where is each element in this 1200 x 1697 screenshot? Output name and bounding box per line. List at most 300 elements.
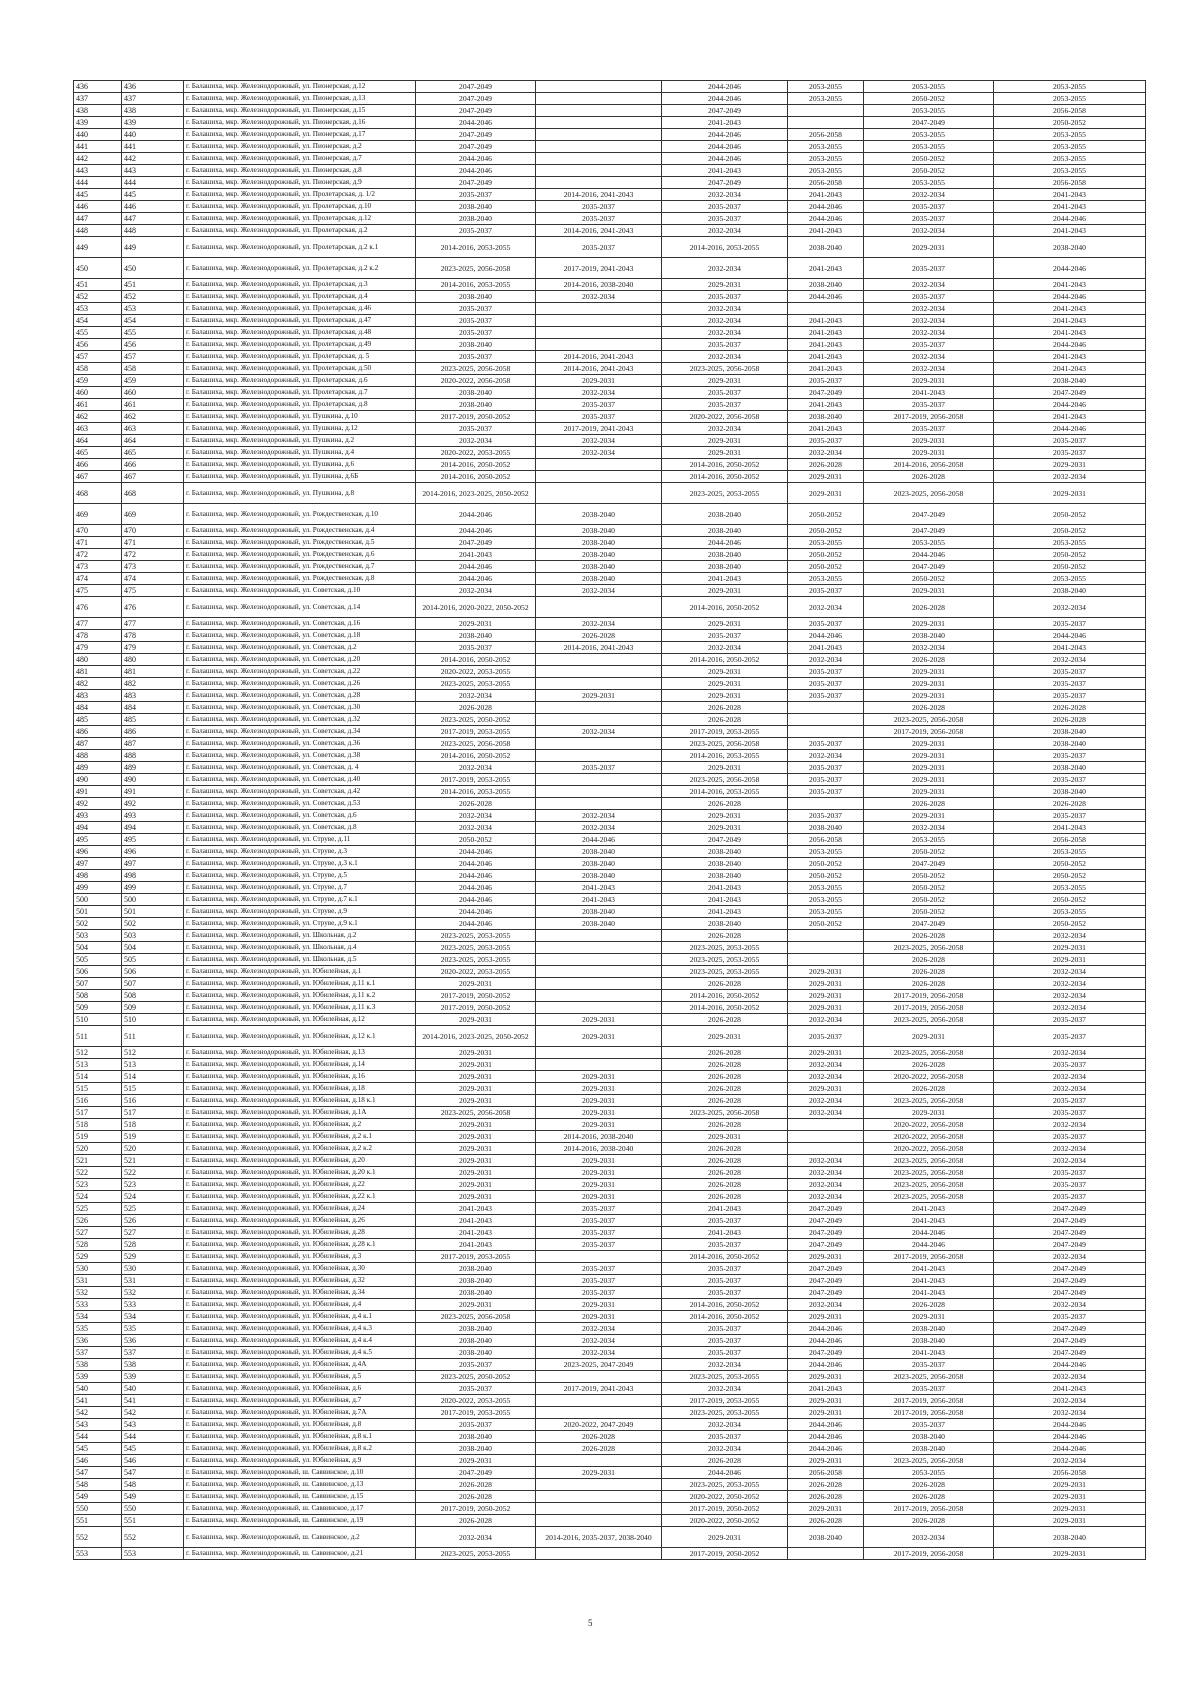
year-range-cell: 2032-2034 bbox=[994, 1455, 1146, 1467]
year-range-cell: 2056-2058 bbox=[788, 834, 864, 846]
table-row bbox=[74, 714, 1146, 726]
year-range-cell: 2029-2031 bbox=[662, 810, 788, 822]
year-range-cell: 2029-2031 bbox=[994, 954, 1146, 966]
year-range-cell: 2029-2031 bbox=[416, 618, 536, 630]
row-number-cell: 454 bbox=[74, 315, 122, 327]
year-range-cell: 2026-2028 bbox=[662, 1071, 788, 1083]
year-range-cell: 2035-2037 bbox=[536, 1215, 662, 1227]
year-range-cell: 2023-2025, 2056-2058 bbox=[864, 714, 994, 726]
year-range-cell: 2047-2049 bbox=[662, 834, 788, 846]
address-cell: г. Балашиха, мкр. Железнодорожный, ул. Пролетарская, д.4 bbox=[184, 291, 416, 303]
year-range-cell: 2029-2031 bbox=[994, 459, 1146, 471]
year-range-cell: 2029-2031 bbox=[416, 1167, 536, 1179]
row-index-cell: 531 bbox=[122, 1275, 184, 1287]
year-range-cell: 2032-2034 bbox=[788, 1155, 864, 1167]
row-index-cell: 520 bbox=[122, 1143, 184, 1155]
year-range-cell bbox=[536, 597, 662, 618]
address-cell: г. Балашиха, мкр. Железнодорожный, ул. Юбилейная, д.3 bbox=[184, 1251, 416, 1263]
year-range-cell: 2014-2016, 2050-2052 bbox=[662, 990, 788, 1002]
year-range-cell: 2032-2034 bbox=[994, 1155, 1146, 1167]
year-range-cell: 2056-2058 bbox=[994, 1467, 1146, 1479]
year-range-cell: 2038-2040 bbox=[864, 1335, 994, 1347]
row-index-cell: 469 bbox=[122, 504, 184, 525]
row-number-cell: 521 bbox=[74, 1155, 122, 1167]
year-range-cell: 2029-2031 bbox=[536, 1467, 662, 1479]
year-range-cell: 2035-2037 bbox=[416, 1383, 536, 1395]
row-index-cell: 470 bbox=[122, 525, 184, 537]
schedule-table bbox=[73, 80, 1146, 1560]
year-range-cell: 2038-2040 bbox=[788, 1527, 864, 1548]
year-range-cell: 2032-2034 bbox=[864, 822, 994, 834]
year-range-cell: 2044-2046 bbox=[994, 1419, 1146, 1431]
year-range-cell: 2023-2025, 2056-2058 bbox=[864, 1191, 994, 1203]
table-row bbox=[74, 1239, 1146, 1251]
year-range-cell: 2035-2037 bbox=[864, 258, 994, 279]
row-index-cell: 444 bbox=[122, 177, 184, 189]
year-range-cell: 2041-2043 bbox=[994, 351, 1146, 363]
year-range-cell: 2014-2016, 2050-2052 bbox=[662, 471, 788, 483]
year-range-cell: 2026-2028 bbox=[864, 1299, 994, 1311]
row-index-cell: 472 bbox=[122, 549, 184, 561]
year-range-cell: 2044-2046 bbox=[536, 834, 662, 846]
row-number-cell: 508 bbox=[74, 990, 122, 1002]
year-range-cell: 2053-2055 bbox=[994, 882, 1146, 894]
year-range-cell bbox=[536, 798, 662, 810]
address-cell: г. Балашиха, мкр. Железнодорожный, ул. Юбилейная, д.13 bbox=[184, 1047, 416, 1059]
year-range-cell: 2044-2046 bbox=[416, 858, 536, 870]
year-range-cell: 2038-2040 bbox=[416, 630, 536, 642]
address-cell: г. Балашиха, мкр. Железнодорожный, ул. Юбилейная, д.1А bbox=[184, 1107, 416, 1119]
year-range-cell: 2053-2055 bbox=[864, 177, 994, 189]
year-range-cell: 2020-2022, 2053-2055 bbox=[416, 447, 536, 459]
year-range-cell: 2029-2031 bbox=[864, 435, 994, 447]
year-range-cell bbox=[536, 702, 662, 714]
row-number-cell: 461 bbox=[74, 399, 122, 411]
row-number-cell: 449 bbox=[74, 237, 122, 258]
year-range-cell bbox=[536, 774, 662, 786]
row-number-cell: 534 bbox=[74, 1311, 122, 1323]
year-range-cell bbox=[536, 1548, 662, 1560]
row-index-cell: 436 bbox=[122, 81, 184, 93]
table-row bbox=[74, 1407, 1146, 1419]
year-range-cell: 2032-2034 bbox=[994, 471, 1146, 483]
year-range-cell: 2029-2031 bbox=[788, 1371, 864, 1383]
table-row bbox=[74, 798, 1146, 810]
year-range-cell: 2029-2031 bbox=[416, 1191, 536, 1203]
year-range-cell: 2035-2037 bbox=[416, 423, 536, 435]
year-range-cell: 2023-2025, 2053-2055 bbox=[662, 1371, 788, 1383]
year-range-cell: 2032-2034 bbox=[994, 978, 1146, 990]
year-range-cell: 2029-2031 bbox=[994, 483, 1146, 504]
row-index-cell: 492 bbox=[122, 798, 184, 810]
year-range-cell: 2029-2031 bbox=[864, 618, 994, 630]
year-range-cell bbox=[536, 654, 662, 666]
row-number-cell: 484 bbox=[74, 702, 122, 714]
year-range-cell: 2041-2043 bbox=[662, 1203, 788, 1215]
year-range-cell: 2032-2034 bbox=[536, 387, 662, 399]
year-range-cell: 2044-2046 bbox=[864, 1239, 994, 1251]
row-index-cell: 441 bbox=[122, 141, 184, 153]
year-range-cell: 2035-2037 bbox=[788, 786, 864, 798]
year-range-cell: 2047-2049 bbox=[788, 1263, 864, 1275]
year-range-cell bbox=[788, 1143, 864, 1155]
year-range-cell: 2047-2049 bbox=[994, 1335, 1146, 1347]
year-range-cell: 2044-2046 bbox=[416, 906, 536, 918]
year-range-cell: 2035-2037 bbox=[536, 762, 662, 774]
table-row bbox=[74, 471, 1146, 483]
year-range-cell: 2029-2031 bbox=[536, 1014, 662, 1026]
year-range-cell: 2029-2031 bbox=[536, 1083, 662, 1095]
year-range-cell: 2029-2031 bbox=[536, 1179, 662, 1191]
row-number-cell: 544 bbox=[74, 1431, 122, 1443]
year-range-cell: 2029-2031 bbox=[662, 666, 788, 678]
address-cell: г. Балашиха, мкр. Железнодорожный, ул. Пролетарская, д.2 к.1 bbox=[184, 237, 416, 258]
year-range-cell: 2050-2052 bbox=[864, 573, 994, 585]
year-range-cell: 2023-2025, 2056-2058 bbox=[864, 1155, 994, 1167]
row-number-cell: 494 bbox=[74, 822, 122, 834]
year-range-cell bbox=[536, 750, 662, 762]
address-cell: г. Балашиха, мкр. Железнодорожный, ул. Струве, д.3 к.1 bbox=[184, 858, 416, 870]
year-range-cell bbox=[536, 942, 662, 954]
year-range-cell: 2044-2046 bbox=[994, 258, 1146, 279]
year-range-cell: 2038-2040 bbox=[416, 201, 536, 213]
row-index-cell: 484 bbox=[122, 702, 184, 714]
row-index-cell: 452 bbox=[122, 291, 184, 303]
address-cell: г. Балашиха, мкр. Железнодорожный, ул. Рождественская, д.10 bbox=[184, 504, 416, 525]
year-range-cell: 2020-2022, 2053-2055 bbox=[416, 966, 536, 978]
table-row bbox=[74, 375, 1146, 387]
year-range-cell: 2041-2043 bbox=[662, 165, 788, 177]
address-cell: г. Балашиха, мкр. Железнодорожный, ул. Советская, д.34 bbox=[184, 726, 416, 738]
year-range-cell: 2029-2031 bbox=[994, 1491, 1146, 1503]
year-range-cell: 2041-2043 bbox=[662, 573, 788, 585]
row-number-cell: 553 bbox=[74, 1548, 122, 1560]
year-range-cell: 2035-2037 bbox=[662, 213, 788, 225]
row-number-cell: 523 bbox=[74, 1179, 122, 1191]
year-range-cell: 2017-2019, 2053-2055 bbox=[416, 1407, 536, 1419]
address-cell: г. Балашиха, мкр. Железнодорожный, ул. Пушкина, д.8 bbox=[184, 483, 416, 504]
table-row bbox=[74, 177, 1146, 189]
row-number-cell: 533 bbox=[74, 1299, 122, 1311]
address-cell: г. Балашиха, мкр. Железнодорожный, ул. Пролетарская, д.47 bbox=[184, 315, 416, 327]
address-cell: г. Балашиха, мкр. Железнодорожный, ул. Пролетарская, д.12 bbox=[184, 213, 416, 225]
row-number-cell: 551 bbox=[74, 1515, 122, 1527]
year-range-cell: 2032-2034 bbox=[662, 189, 788, 201]
year-range-cell: 2038-2040 bbox=[788, 411, 864, 423]
table-row bbox=[74, 1179, 1146, 1191]
address-cell: г. Балашиха, мкр. Железнодорожный, ул. Юбилейная, д.5 bbox=[184, 1371, 416, 1383]
row-number-cell: 505 bbox=[74, 954, 122, 966]
year-range-cell: 2014-2016, 2050-2052 bbox=[662, 1299, 788, 1311]
year-range-cell: 2053-2055 bbox=[994, 537, 1146, 549]
year-range-cell: 2014-2016, 2050-2052 bbox=[662, 459, 788, 471]
table-row bbox=[74, 81, 1146, 93]
row-number-cell: 528 bbox=[74, 1239, 122, 1251]
year-range-cell: 2026-2028 bbox=[662, 1191, 788, 1203]
year-range-cell: 2026-2028 bbox=[416, 798, 536, 810]
year-range-cell: 2035-2037 bbox=[416, 327, 536, 339]
year-range-cell: 2044-2046 bbox=[416, 882, 536, 894]
year-range-cell: 2014-2016, 2050-2052 bbox=[662, 1311, 788, 1323]
row-index-cell: 462 bbox=[122, 411, 184, 423]
row-number-cell: 548 bbox=[74, 1479, 122, 1491]
table-row bbox=[74, 561, 1146, 573]
row-number-cell: 450 bbox=[74, 258, 122, 279]
year-range-cell: 2044-2046 bbox=[416, 525, 536, 537]
table-row bbox=[74, 1503, 1146, 1515]
year-range-cell: 2026-2028 bbox=[864, 654, 994, 666]
year-range-cell: 2014-2016, 2035-2037, 2038-2040 bbox=[536, 1527, 662, 1548]
year-range-cell: 2044-2046 bbox=[662, 129, 788, 141]
row-index-cell: 495 bbox=[122, 834, 184, 846]
year-range-cell: 2023-2025, 2056-2058 bbox=[864, 483, 994, 504]
address-cell: г. Балашиха, мкр. Железнодорожный, ул. Юбилейная, д.12 bbox=[184, 1014, 416, 1026]
year-range-cell: 2029-2031 bbox=[416, 1095, 536, 1107]
table-row bbox=[74, 1275, 1146, 1287]
year-range-cell: 2044-2046 bbox=[994, 423, 1146, 435]
year-range-cell: 2035-2037 bbox=[662, 201, 788, 213]
year-range-cell: 2044-2046 bbox=[662, 93, 788, 105]
year-range-cell: 2026-2028 bbox=[662, 1119, 788, 1131]
year-range-cell: 2044-2046 bbox=[662, 81, 788, 93]
year-range-cell: 2044-2046 bbox=[416, 561, 536, 573]
year-range-cell: 2029-2031 bbox=[994, 1548, 1146, 1560]
table-row bbox=[74, 666, 1146, 678]
row-number-cell: 493 bbox=[74, 810, 122, 822]
year-range-cell: 2032-2034 bbox=[788, 1299, 864, 1311]
year-range-cell: 2029-2031 bbox=[536, 690, 662, 702]
year-range-cell: 2029-2031 bbox=[864, 810, 994, 822]
year-range-cell: 2047-2049 bbox=[788, 1287, 864, 1299]
row-index-cell: 512 bbox=[122, 1047, 184, 1059]
year-range-cell: 2038-2040 bbox=[662, 858, 788, 870]
year-range-cell: 2023-2025, 2053-2055 bbox=[662, 483, 788, 504]
row-number-cell: 468 bbox=[74, 483, 122, 504]
table-row bbox=[74, 1071, 1146, 1083]
year-range-cell: 2035-2037 bbox=[994, 1131, 1146, 1143]
row-index-cell: 516 bbox=[122, 1095, 184, 1107]
year-range-cell: 2026-2028 bbox=[864, 1491, 994, 1503]
year-range-cell: 2035-2037 bbox=[662, 1323, 788, 1335]
year-range-cell: 2017-2019, 2053-2055 bbox=[416, 774, 536, 786]
year-range-cell: 2032-2034 bbox=[662, 315, 788, 327]
year-range-cell: 2026-2028 bbox=[864, 1515, 994, 1527]
year-range-cell: 2032-2034 bbox=[864, 363, 994, 375]
year-range-cell bbox=[536, 483, 662, 504]
year-range-cell: 2050-2052 bbox=[788, 549, 864, 561]
row-index-cell: 491 bbox=[122, 786, 184, 798]
year-range-cell: 2017-2019, 2050-2052 bbox=[662, 1548, 788, 1560]
year-range-cell: 2029-2031 bbox=[994, 1503, 1146, 1515]
year-range-cell: 2038-2040 bbox=[662, 846, 788, 858]
year-range-cell: 2029-2031 bbox=[662, 1131, 788, 1143]
year-range-cell: 2029-2031 bbox=[788, 1002, 864, 1014]
row-index-cell: 500 bbox=[122, 894, 184, 906]
year-range-cell: 2053-2055 bbox=[864, 129, 994, 141]
year-range-cell: 2056-2058 bbox=[994, 177, 1146, 189]
year-range-cell: 2038-2040 bbox=[994, 726, 1146, 738]
row-number-cell: 549 bbox=[74, 1491, 122, 1503]
address-cell: г. Балашиха, мкр. Железнодорожный, ш. Саввинское, д.2 bbox=[184, 1527, 416, 1548]
year-range-cell: 2053-2055 bbox=[788, 165, 864, 177]
row-index-cell: 543 bbox=[122, 1419, 184, 1431]
year-range-cell: 2032-2034 bbox=[864, 225, 994, 237]
year-range-cell: 2032-2034 bbox=[788, 597, 864, 618]
year-range-cell: 2026-2028 bbox=[662, 1179, 788, 1191]
year-range-cell: 2032-2034 bbox=[994, 1143, 1146, 1155]
year-range-cell: 2029-2031 bbox=[416, 1155, 536, 1167]
row-number-cell: 476 bbox=[74, 597, 122, 618]
year-range-cell: 2029-2031 bbox=[662, 762, 788, 774]
year-range-cell: 2029-2031 bbox=[788, 1395, 864, 1407]
year-range-cell: 2050-2052 bbox=[994, 525, 1146, 537]
year-range-cell: 2032-2034 bbox=[788, 750, 864, 762]
year-range-cell: 2035-2037 bbox=[788, 738, 864, 750]
table-row bbox=[74, 1095, 1146, 1107]
year-range-cell: 2053-2055 bbox=[788, 573, 864, 585]
year-range-cell: 2014-2016, 2041-2043 bbox=[536, 363, 662, 375]
address-cell: г. Балашиха, мкр. Железнодорожный, ул. Струве, д.3 bbox=[184, 846, 416, 858]
row-number-cell: 531 bbox=[74, 1275, 122, 1287]
year-range-cell: 2029-2031 bbox=[536, 1095, 662, 1107]
year-range-cell: 2032-2034 bbox=[864, 642, 994, 654]
row-number-cell: 537 bbox=[74, 1347, 122, 1359]
year-range-cell: 2035-2037 bbox=[662, 291, 788, 303]
year-range-cell: 2026-2028 bbox=[788, 1491, 864, 1503]
address-cell: г. Балашиха, мкр. Железнодорожный, ш. Саввинское, д.21 bbox=[184, 1548, 416, 1560]
row-number-cell: 467 bbox=[74, 471, 122, 483]
table-row bbox=[74, 1203, 1146, 1215]
row-index-cell: 468 bbox=[122, 483, 184, 504]
table-row bbox=[74, 774, 1146, 786]
table-row bbox=[74, 1131, 1146, 1143]
year-range-cell: 2029-2031 bbox=[416, 1455, 536, 1467]
year-range-cell: 2035-2037 bbox=[662, 1335, 788, 1347]
row-index-cell: 488 bbox=[122, 750, 184, 762]
row-index-cell: 547 bbox=[122, 1467, 184, 1479]
row-number-cell: 459 bbox=[74, 375, 122, 387]
year-range-cell: 2014-2016, 2050-2052 bbox=[416, 471, 536, 483]
table-row bbox=[74, 597, 1146, 618]
address-cell: г. Балашиха, мкр. Железнодорожный, ул. Пионерская, д.7 bbox=[184, 153, 416, 165]
year-range-cell: 2029-2031 bbox=[864, 762, 994, 774]
year-range-cell: 2050-2052 bbox=[994, 894, 1146, 906]
year-range-cell: 2032-2034 bbox=[662, 423, 788, 435]
year-range-cell: 2050-2052 bbox=[864, 153, 994, 165]
address-cell: г. Балашиха, мкр. Железнодорожный, ул. Пролетарская, д.10 bbox=[184, 201, 416, 213]
year-range-cell: 2047-2049 bbox=[662, 105, 788, 117]
year-range-cell bbox=[788, 303, 864, 315]
year-range-cell: 2023-2025, 2053-2055 bbox=[416, 942, 536, 954]
year-range-cell: 2032-2034 bbox=[662, 1383, 788, 1395]
year-range-cell: 2029-2031 bbox=[864, 786, 994, 798]
address-cell: г. Балашиха, мкр. Железнодорожный, ул. Советская, д.20 bbox=[184, 654, 416, 666]
year-range-cell: 2032-2034 bbox=[994, 654, 1146, 666]
year-range-cell: 2035-2037 bbox=[662, 387, 788, 399]
table-row bbox=[74, 1419, 1146, 1431]
year-range-cell bbox=[536, 105, 662, 117]
row-index-cell: 539 bbox=[122, 1371, 184, 1383]
year-range-cell: 2035-2037 bbox=[788, 810, 864, 822]
year-range-cell: 2032-2034 bbox=[662, 225, 788, 237]
address-cell: г. Балашиха, мкр. Железнодорожный, ул. Пролетарская, д. 1/2 bbox=[184, 189, 416, 201]
address-cell: г. Балашиха, мкр. Железнодорожный, ул. Юбилейная, д.2 к.2 bbox=[184, 1143, 416, 1155]
year-range-cell: 2035-2037 bbox=[536, 1275, 662, 1287]
year-range-cell: 2035-2037 bbox=[994, 1311, 1146, 1323]
address-cell: г. Балашиха, мкр. Железнодорожный, ул. Пушкина, д.2 bbox=[184, 435, 416, 447]
table-row bbox=[74, 1002, 1146, 1014]
year-range-cell: 2023-2025, 2053-2055 bbox=[662, 1407, 788, 1419]
year-range-cell: 2035-2037 bbox=[994, 774, 1146, 786]
year-range-cell: 2038-2040 bbox=[416, 291, 536, 303]
row-number-cell: 478 bbox=[74, 630, 122, 642]
year-range-cell: 2029-2031 bbox=[662, 279, 788, 291]
year-range-cell: 2044-2046 bbox=[994, 291, 1146, 303]
year-range-cell: 2041-2043 bbox=[864, 1287, 994, 1299]
year-range-cell: 2032-2034 bbox=[994, 1299, 1146, 1311]
year-range-cell: 2044-2046 bbox=[416, 918, 536, 930]
row-index-cell: 439 bbox=[122, 117, 184, 129]
year-range-cell: 2032-2034 bbox=[662, 351, 788, 363]
row-index-cell: 522 bbox=[122, 1167, 184, 1179]
year-range-cell: 2053-2055 bbox=[788, 882, 864, 894]
year-range-cell: 2035-2037 bbox=[994, 1059, 1146, 1071]
year-range-cell: 2023-2025, 2056-2058 bbox=[864, 1455, 994, 1467]
year-range-cell bbox=[536, 1455, 662, 1467]
table-row bbox=[74, 1335, 1146, 1347]
table-row bbox=[74, 690, 1146, 702]
table-row bbox=[74, 1263, 1146, 1275]
year-range-cell bbox=[536, 1503, 662, 1515]
address-cell: г. Балашиха, мкр. Железнодорожный, ул. Советская, д.8 bbox=[184, 822, 416, 834]
year-range-cell: 2041-2043 bbox=[994, 303, 1146, 315]
row-index-cell: 490 bbox=[122, 774, 184, 786]
year-range-cell bbox=[536, 1371, 662, 1383]
year-range-cell: 2047-2049 bbox=[994, 1323, 1146, 1335]
row-number-cell: 489 bbox=[74, 762, 122, 774]
year-range-cell: 2014-2016, 2038-2040 bbox=[536, 1143, 662, 1155]
table-row bbox=[74, 630, 1146, 642]
year-range-cell: 2023-2025, 2053-2055 bbox=[416, 954, 536, 966]
year-range-cell: 2029-2031 bbox=[416, 1299, 536, 1311]
table-row bbox=[74, 858, 1146, 870]
table-row bbox=[74, 459, 1146, 471]
year-range-cell: 2029-2031 bbox=[864, 1026, 994, 1047]
year-range-cell: 2014-2016, 2041-2043 bbox=[536, 642, 662, 654]
year-range-cell: 2035-2037 bbox=[662, 1275, 788, 1287]
year-range-cell: 2032-2034 bbox=[536, 291, 662, 303]
row-number-cell: 481 bbox=[74, 666, 122, 678]
row-number-cell: 487 bbox=[74, 738, 122, 750]
row-number-cell: 455 bbox=[74, 327, 122, 339]
year-range-cell: 2047-2049 bbox=[864, 117, 994, 129]
year-range-cell: 2029-2031 bbox=[864, 678, 994, 690]
year-range-cell: 2041-2043 bbox=[788, 351, 864, 363]
year-range-cell: 2023-2025, 2056-2058 bbox=[662, 363, 788, 375]
year-range-cell bbox=[536, 129, 662, 141]
row-index-cell: 493 bbox=[122, 810, 184, 822]
table-row bbox=[74, 585, 1146, 597]
year-range-cell: 2032-2034 bbox=[416, 1527, 536, 1548]
year-range-cell: 2023-2025, 2056-2058 bbox=[662, 738, 788, 750]
year-range-cell: 2047-2049 bbox=[864, 504, 994, 525]
year-range-cell: 2053-2055 bbox=[788, 141, 864, 153]
year-range-cell: 2026-2028 bbox=[864, 597, 994, 618]
year-range-cell: 2053-2055 bbox=[788, 846, 864, 858]
year-range-cell bbox=[788, 117, 864, 129]
year-range-cell: 2017-2019, 2056-2058 bbox=[864, 1503, 994, 1515]
year-range-cell: 2017-2019, 2053-2055 bbox=[416, 726, 536, 738]
